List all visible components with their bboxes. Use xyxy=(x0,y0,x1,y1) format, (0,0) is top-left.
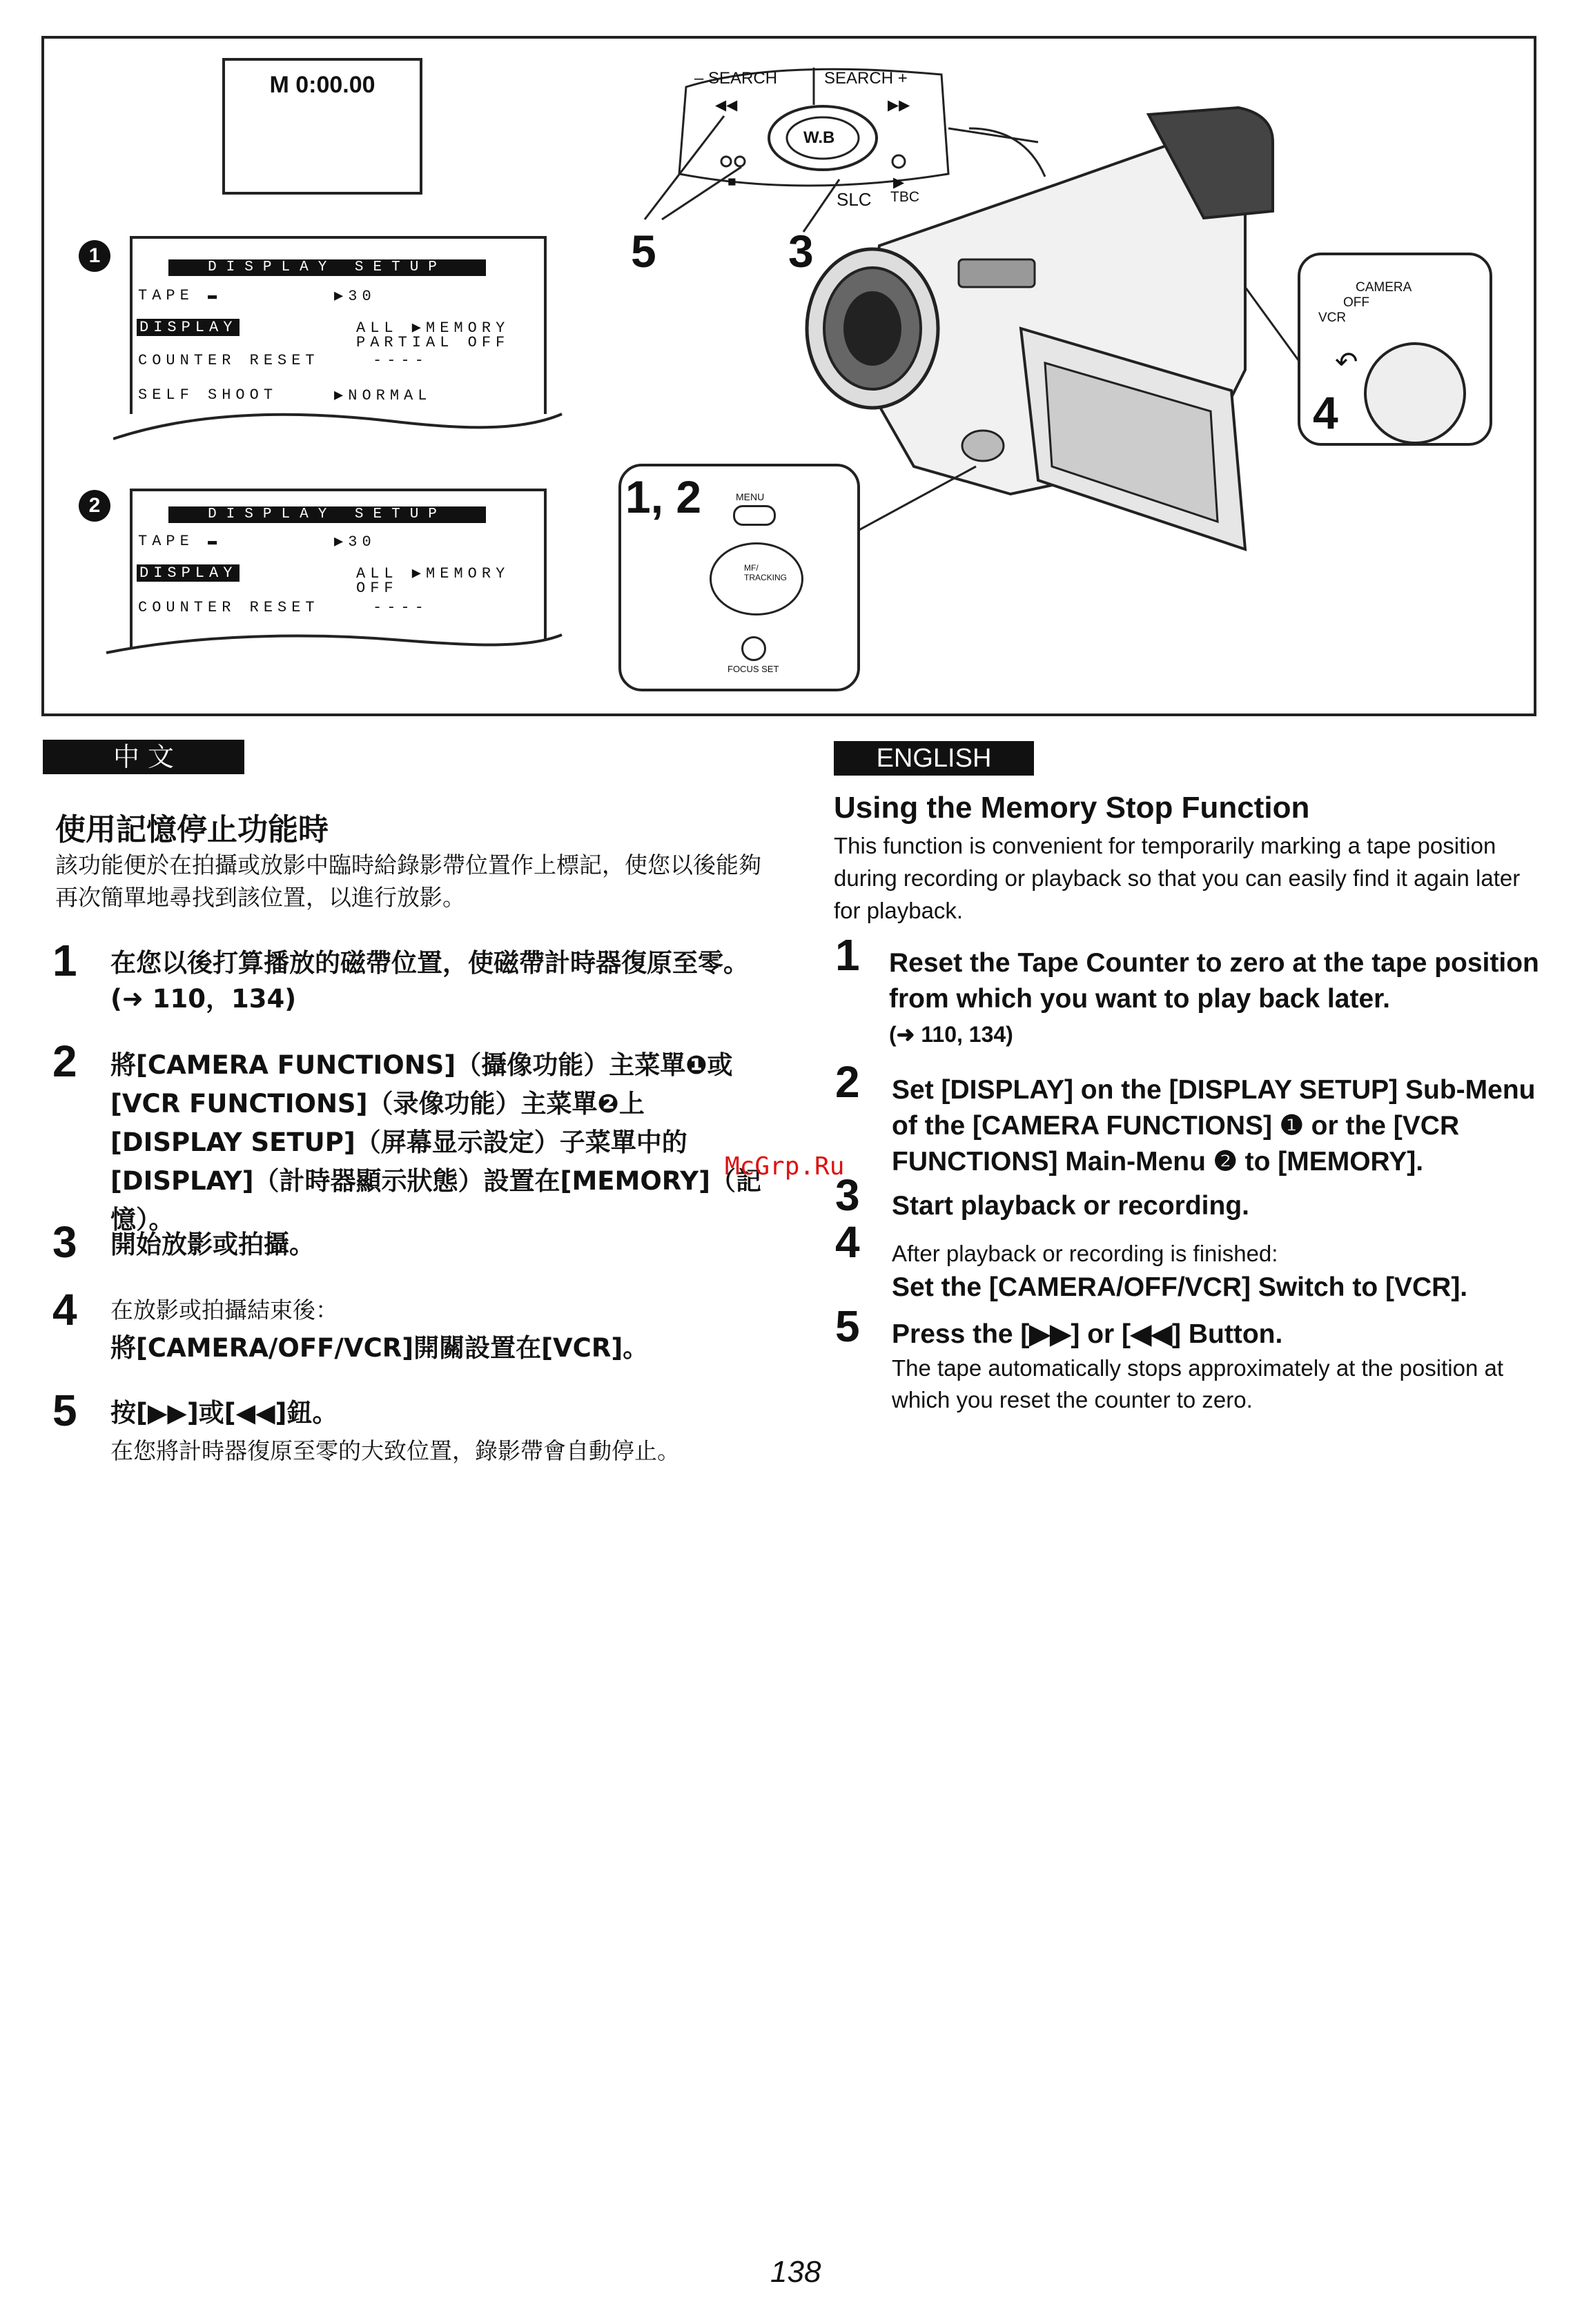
callout-number-3: 3 xyxy=(788,226,814,277)
menu-value: ---- xyxy=(373,352,429,369)
tape-icon: ▬ xyxy=(193,287,222,304)
menu-row-counter-reset: COUNTER RESET xyxy=(138,352,320,369)
focus-set-label: FOCUS SET xyxy=(727,664,779,674)
en-step-5-number: 5 xyxy=(835,1301,860,1351)
english-heading: Using the Memory Stop Function xyxy=(834,791,1310,825)
chinese-section-bar: 中 文 xyxy=(43,740,244,774)
en-step-1-number: 1 xyxy=(835,930,860,980)
camera-label: CAMERA xyxy=(1356,280,1412,295)
tape-icon: ▬ xyxy=(193,533,222,550)
menu-row-counter-reset: COUNTER RESET xyxy=(138,599,320,616)
menu-row-display: DISPLAY xyxy=(137,319,240,336)
illustration-figure xyxy=(41,36,1536,716)
menu-row-tape: TAPE ▬ xyxy=(138,287,222,304)
rotate-arrow-icon: ↶ xyxy=(1335,347,1358,377)
page-number: 138 xyxy=(770,2255,821,2289)
vcr-label: VCR xyxy=(1318,311,1347,325)
menu-value: ▶30 xyxy=(334,288,376,305)
zh-step-5-text: 按[▶▶]或[◀◀]鈕。 xyxy=(110,1398,338,1428)
callout-number-5: 5 xyxy=(631,226,656,277)
fast-forward-icon[interactable]: ▶▶ xyxy=(888,97,910,113)
en-step-1-ref: (➜ 110, 134) xyxy=(889,1022,1013,1047)
zh-step-1-number: 1 xyxy=(52,936,77,985)
step-badge-2: 2 xyxy=(79,490,110,522)
en-step-5-note: The tape automatically stops approximately at the position at which you reset the counter to zero. xyxy=(892,1355,1503,1412)
menu-value: PARTIAL OFF xyxy=(356,334,510,351)
zh-step-5-number: 5 xyxy=(52,1386,77,1435)
menu-button-label: MENU xyxy=(736,491,765,502)
english-intro: This function is convenient for temporarily marking a tape position during recording or playback so that you can easily find it again later for playback. xyxy=(834,833,1521,923)
menu-value: OFF xyxy=(356,580,398,597)
en-step-3-text: Start playback or recording. xyxy=(892,1191,1249,1221)
menu-row-display: DISPLAY xyxy=(137,564,240,582)
zh-step-4-pre: 在放影或拍攝結束後： xyxy=(110,1297,338,1323)
zh-step-1-text: 在您以後打算播放的磁帶位置，使磁帶計時器復原至零。(➜ 110，134) xyxy=(110,948,749,1014)
menu-row-tape: TAPE ▬ xyxy=(138,533,222,550)
menu-value: ▶NORMAL xyxy=(334,387,432,404)
zh-step-2-text: 將[CAMERA FUNCTIONS]（攝像功能）主菜單❶或[VCR FUNCTIONS]（录像功能）主菜單❷上[DISPLAY SETUP]（屏幕显示設定）子菜單中的[DISPLAY]（計時器顯示狀態）設置在[MEMORY]（記憶）。 xyxy=(110,1050,761,1234)
mf-tracking-label: MF/ TRACKING xyxy=(744,563,788,582)
menu-row-self-shoot: SELF SHOOT xyxy=(138,386,278,404)
rewind-icon[interactable]: ◀◀ xyxy=(715,97,738,113)
off-label: OFF xyxy=(1343,295,1369,310)
en-step-1-text: Reset the Tape Counter to zero at the tape position from which you want to play back later. xyxy=(889,948,1539,1014)
en-step-2-number: 2 xyxy=(835,1057,860,1107)
zh-step-5-note: 在您將計時器復原至零的大致位置，錄影帶會自動停止。 xyxy=(110,1437,680,1464)
en-step-4-text: Set the [CAMERA/OFF/VCR] Switch to [VCR]. xyxy=(892,1272,1468,1302)
power-switch-callout xyxy=(1298,253,1492,446)
menu-title: DISPLAY SETUP xyxy=(168,259,486,276)
en-step-2-text: Set [DISPLAY] on the [DISPLAY SETUP] Sub-Menu of the [CAMERA FUNCTIONS] ❶ or the [VCR FUNCTIONS] Main-Menu ❷ to [MEMORY]. xyxy=(892,1075,1536,1176)
camera-off-vcr-switch[interactable] xyxy=(1364,342,1466,444)
chinese-intro: 該功能便於在拍攝或放影中臨時給錄影帶位置作上標記，使您以後能夠再次簡單地尋找到該位置，以進行放影。 xyxy=(55,851,761,911)
play-icon[interactable]: ▶ xyxy=(893,175,905,190)
menu-dial-callout xyxy=(618,464,860,691)
lcd-counter-text: M 0:00.00 xyxy=(269,72,375,98)
en-step-4-pre: After playback or recording is finished: xyxy=(892,1241,1278,1266)
menu-value: ALL ▶MEMORY xyxy=(356,565,510,582)
menu-value: ▶30 xyxy=(334,533,376,551)
zh-step-2-number: 2 xyxy=(52,1036,77,1086)
zh-step-3-text: 開始放影或拍攝。 xyxy=(110,1230,315,1259)
step-badge-1: 1 xyxy=(79,240,110,272)
minus-search-label: – SEARCH xyxy=(694,69,778,88)
zh-step-3-number: 3 xyxy=(52,1217,77,1267)
focus-set-button[interactable] xyxy=(741,636,766,661)
plus-search-label: SEARCH + xyxy=(824,69,908,88)
zh-step-4-number: 4 xyxy=(52,1285,77,1335)
zh-step-4-text: 將[CAMERA/OFF/VCR]開關設置在[VCR]。 xyxy=(110,1333,649,1363)
callout-number-1-2: 1, 2 xyxy=(625,471,702,522)
slc-label: SLC xyxy=(837,189,872,210)
menu-button[interactable] xyxy=(733,505,776,526)
english-section-bar: ENGLISH xyxy=(834,741,1034,776)
en-step-3-number: 3 xyxy=(835,1170,860,1220)
stop-icon[interactable]: ■ xyxy=(727,174,736,190)
tbc-label: TBC xyxy=(890,189,919,205)
menu-value: ---- xyxy=(373,599,429,616)
watermark: McGrp.Ru xyxy=(725,1152,845,1181)
en-step-5-text: Press the [▶▶] or [◀◀] Button. xyxy=(892,1319,1283,1349)
wb-button[interactable]: W.B xyxy=(803,128,835,147)
menu-title: DISPLAY SETUP xyxy=(168,506,486,523)
menu-value: ALL ▶MEMORY xyxy=(356,319,510,337)
en-step-4-number: 4 xyxy=(835,1217,860,1267)
callout-number-4: 4 xyxy=(1313,387,1338,438)
chinese-heading: 使用記憶停止功能時 xyxy=(55,812,329,847)
